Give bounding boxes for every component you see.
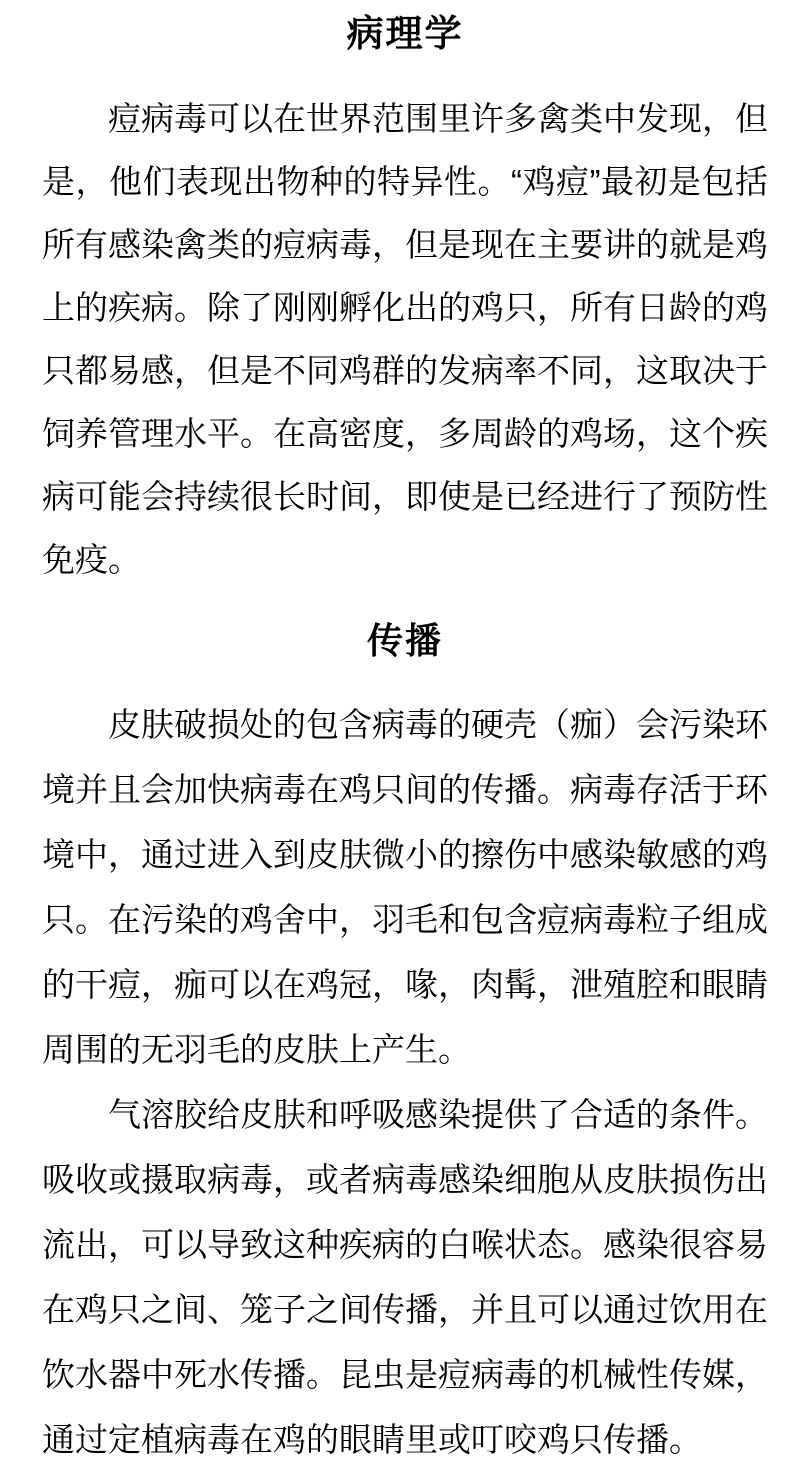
paragraph-transmission-1 [42, 692, 768, 1082]
text-line: 只都易感，但是不同鸡群的发病率不同，这取决于 [42, 352, 768, 389]
paragraph-transmission-2 [42, 1082, 768, 1472]
section-heading-transmission: 传播 [366, 620, 443, 661]
text-line: 气溶胶给皮肤和呼吸感染提供了合适的条件。 [108, 1096, 768, 1133]
text-line: 境并且会加快病毒在鸡只间的传播。病毒存活于环 [42, 771, 768, 808]
text-line: 病可能会持续很长时间，即使是已经进行了预防性 [42, 478, 768, 515]
paragraph-pathology [42, 87, 768, 591]
text-line: 通过定植病毒在鸡的眼睛里或叮咬鸡只传播。 [42, 1421, 702, 1458]
text-line: 只。在污染的鸡舍中，羽毛和包含痘病毒粒子组成 [42, 901, 768, 938]
text-line: 吸收或摄取病毒，或者病毒感染细胞从皮肤损伤出 [42, 1161, 768, 1198]
text-line: 在鸡只之间、笼子之间传播，并且可以通过饮用在 [42, 1291, 768, 1328]
text-line: 所有感染禽类的痘病毒，但是现在主要讲的就是鸡 [42, 226, 768, 263]
text-line: 是，他们表现出物种的特异性。“鸡痘”最初是包括 [42, 163, 768, 200]
text-line: 皮肤破损处的包含病毒的硬壳（痂）会污染环 [108, 706, 768, 743]
text-line: 上的疾病。除了刚刚孵化出的鸡只，所有日龄的鸡 [42, 289, 768, 326]
text-line: 周围的无羽毛的皮肤上产生。 [42, 1031, 471, 1068]
text-line: 境中，通过进入到皮肤微小的擦伤中感染敏感的鸡 [42, 836, 768, 873]
text-line: 痘病毒可以在世界范围里许多禽类中发现，但 [108, 100, 768, 137]
text-line: 的干痘，痂可以在鸡冠，喙，肉髯，泄殖腔和眼睛 [42, 966, 768, 1003]
text-line: 流出，可以导致这种疾病的白喉状态。感染很容易 [42, 1226, 768, 1263]
text-line: 免疫。 [42, 541, 141, 578]
text-line: 饮水器中死水传播。昆虫是痘病毒的机械性传媒， [42, 1356, 768, 1393]
page-title: 病理学 [346, 13, 464, 54]
text-line: 饲养管理水平。在高密度，多周龄的鸡场，这个疾 [42, 415, 768, 452]
